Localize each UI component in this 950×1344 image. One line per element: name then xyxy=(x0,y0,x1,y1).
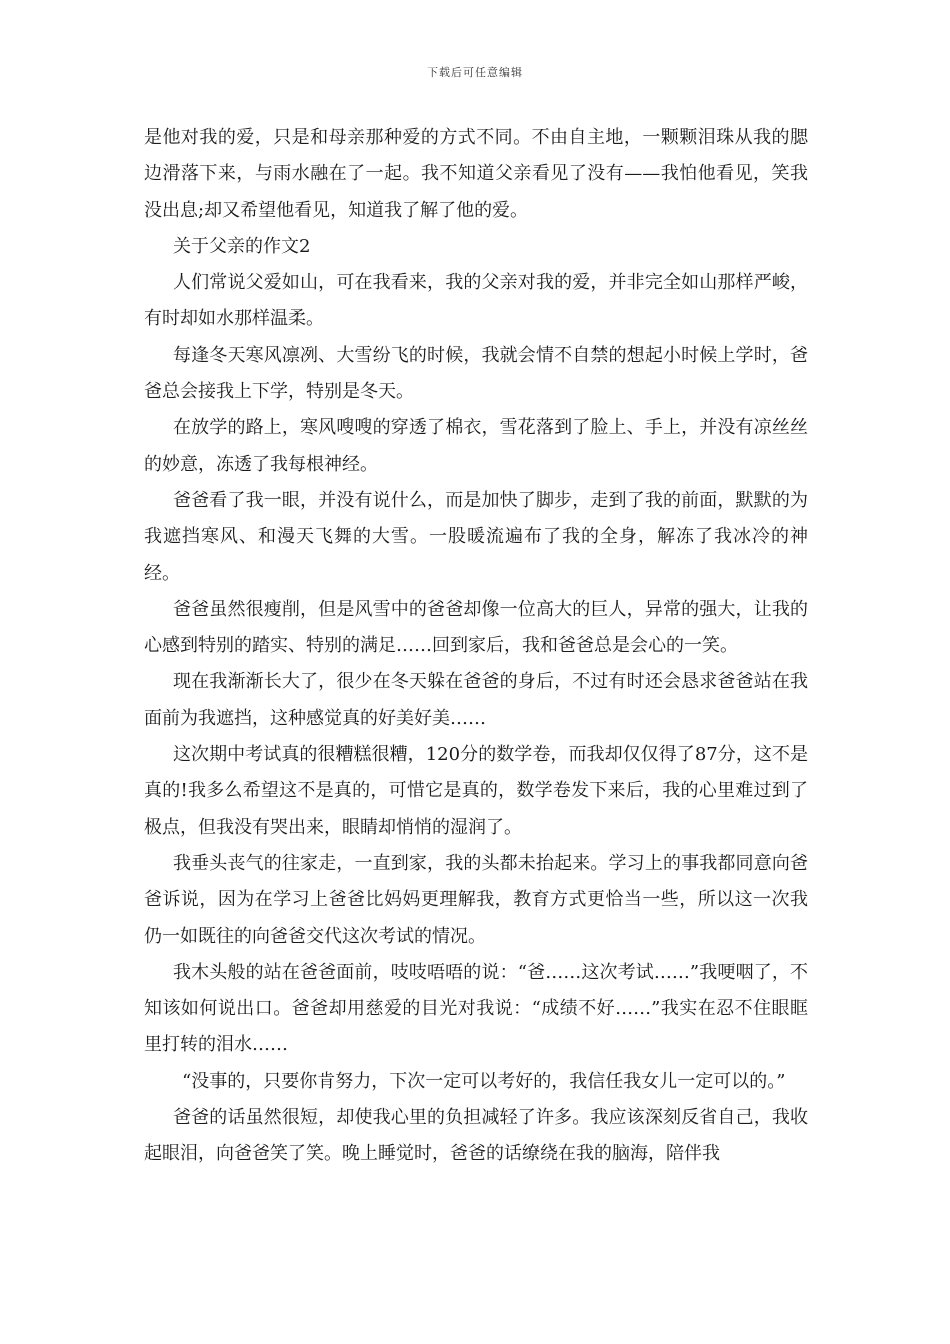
paragraph: 人们常说父爱如山，可在我看来，我的父亲对我的爱，并非完全如山那样严峻，有时却如水那样温柔。 xyxy=(144,272,808,330)
paragraph: 在放学的路上，寒风嗖嗖的穿透了棉衣，雪花落到了脸上、手上，并没有凉丝丝的妙意，冻透了我每根神经。 xyxy=(144,417,808,475)
paragraph: 爸爸的话虽然很短，却使我心里的负担减轻了许多。我应该深刻反省自己，我收起眼泪，向爸爸笑了笑。晚上睡觉时，爸爸的话缭绕在我的脑海，陪伴我 xyxy=(144,1107,808,1165)
paragraph: 现在我渐渐长大了，很少在冬天躲在爸爸的身后，不过有时还会恳求爸爸站在我面前为我遮挡，这种感觉真的好美好美…… xyxy=(144,671,808,729)
quote-paragraph: “没事的，只要你肯努力，下次一定可以考好的，我信任我女儿一定可以的。” xyxy=(182,1070,786,1092)
section-heading: 关于父亲的作文2 xyxy=(173,235,311,257)
paragraph: 我木头般的站在爸爸面前，吱吱唔唔的说：“爸……这次考试……”我哽咽了，不知该如何说出口。爸爸却用慈爱的目光对我说：“成绩不好……”我实在忍不住眼眶里打转的泪水…… xyxy=(144,961,808,1056)
paragraph: 这次期中考试真的很糟糕很糟，120分的数学卷，而我却仅仅得了87分，这不是真的!我多么希望这不是真的，可惜它是真的，数学卷发下来后，我的心里难过到了极点，但我没有哭出来，眼睛却悄悄的湿润了。 xyxy=(144,744,808,838)
paragraph: 每逢冬天寒风凛冽、大雪纷飞的时候，我就会情不自禁的想起小时候上学时，爸爸总会接我上下学，特别是冬天。 xyxy=(144,344,808,403)
article-body xyxy=(144,120,808,1173)
paragraph: 我垂头丧气的往家走，一直到家，我的头都未抬起来。学习上的事我都同意向爸爸诉说，因为在学习上爸爸比妈妈更理解我，教育方式更恰当一些，所以这一次我仍一如既往的向爸爸交代这次考试的情况。 xyxy=(144,852,808,947)
paragraph: 爸爸虽然很瘦削，但是风雪中的爸爸却像一位高大的巨人，异常的强大，让我的心感到特别的踏实、特别的满足……回到家后，我和爸爸总是会心的一笑。 xyxy=(144,598,808,657)
paragraph-continuation: 是他对我的爱，只是和母亲那种爱的方式不同。不由自主地，一颗颗泪珠从我的腮边滑落下来，与雨水融在了一起。我不知道父亲看见了没有——我怕他看见，笑我没出息;却又希望他看见，知道我了解了他的爱。 xyxy=(144,127,808,221)
paragraph: 爸爸看了我一眼，并没有说什么，而是加快了脚步，走到了我的前面，默默的为我遮挡寒风、和漫天飞舞的大雪。一股暖流遍布了我的全身，解冻了我冰冷的神经。 xyxy=(144,489,808,584)
page-header: 下载后可任意编辑 xyxy=(427,66,523,79)
